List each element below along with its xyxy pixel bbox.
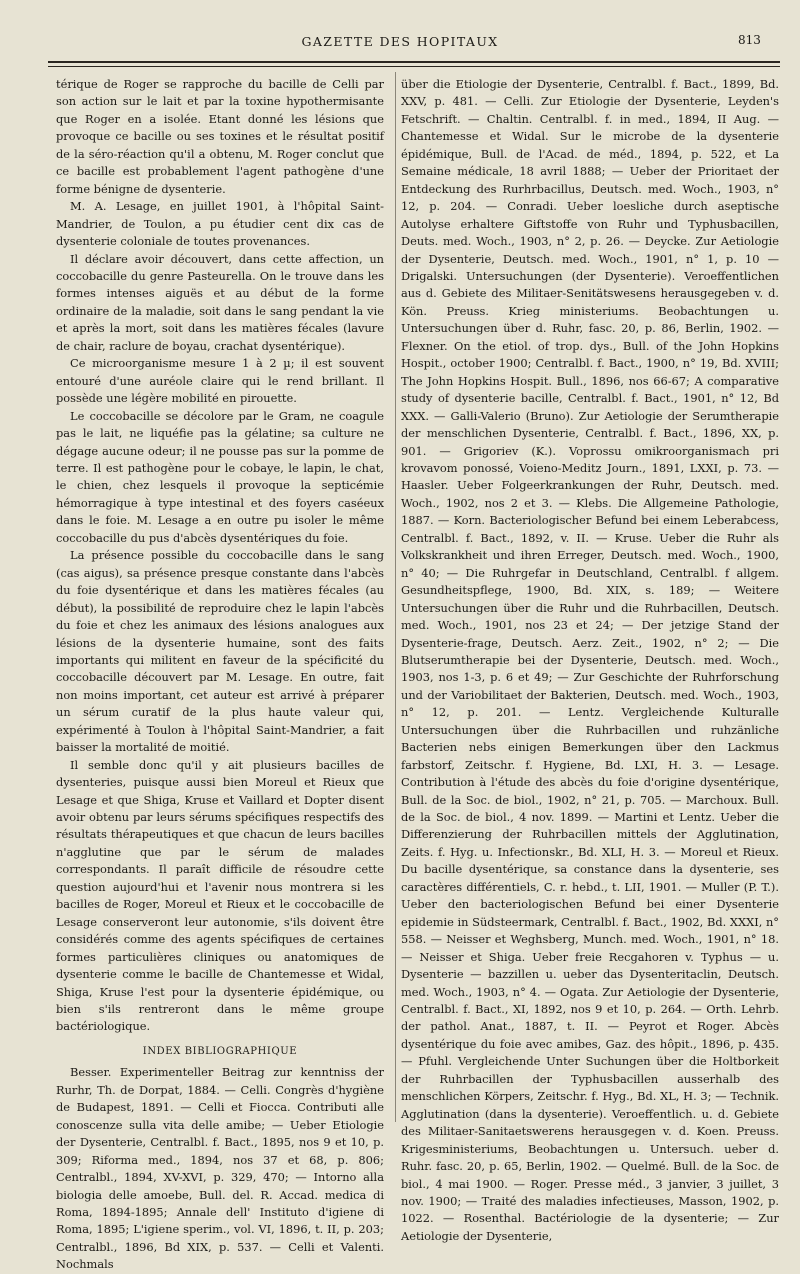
bibliography-start: Besser. Experimenteller Beitrag zur kenntniss der Rurhr, Th. de Dorpat, 1884. — Celli. Congrès d'hygiène de Budapest, 1891. — Celli et Fiocca. Contributi alle conoscenze sulla vita delle amibe; — Ueber Etiologie der Dysenterie, Centralbl. f. Bact., 1895, nos 9 et 10, p. 309; Riforma med., 1894, nos 37 et 68, p. 806; Centralbl., 1894, XV-XVI, p. 329, 470; — Intorno alla biologia delle amoebe, Bull. del. R. Accad. medica di Roma, 1894-1895; Annale dell' Instituto d'igiene di Roma, 1895; L'igiene sperim., vol. VI, 1896, t. II, p. 203; Centralbl., 1896, Bd XIX, p. 537. — Celli et Valenti. Nochmals — [56, 1065, 384, 1272]
header-rule-thick — [48, 61, 780, 63]
paragraph: térique de Roger se rapproche du bacille de Celli par son action sur le lait et par la toxine hypothermisante que Roger en a isolée. Etant donné les lésions que provoque ce bacille ou ses toxines et le résultat positif de la séro-réaction qu'il a obtenu, M. Roger conclut que ce bacille est probablement l'agent pathogène d'une forme bénigne de dysenterie. — [56, 77, 384, 196]
paragraph: M. A. Lesage, en juillet 1901, à l'hôpital Saint-Mandrier, de Toulon, a pu étudier cent dix cas de dysenterie coloniale de toutes provenances. — [56, 199, 384, 249]
paragraph: Il déclare avoir découvert, dans cette affection, un coccobacille du genre Pasteurella. On le trouve dans les formes intenses aiguës et au début de la forme ordinaire de la maladie, soit dans le sang pendant la vie et après la mort, soit dans les matières fécales (lavure de chair, raclure de boyau, crachat dysentérique). — [56, 251, 384, 353]
right-column — [401, 76, 779, 1243]
header-rule-thin — [48, 66, 780, 67]
paragraph: Le coccobacille se décolore par le Gram, ne coagule pas le lait, ne liquéfie pas la gélatine; sa culture ne dégage aucune odeur; il ne pousse pas sur la pomme de terre. Il est pathogène pour le cobaye, le lapin, le chat, le chien, chez lesquels il provoque la septicémie hémorragique à type intestinal et des foyers caséeux dans le foie. M. Lesage a en outre pu isoler le même coccobacille du pus d'abcès dysentériques du foie. — [56, 408, 384, 545]
left-column — [56, 76, 384, 1272]
column-divider — [395, 72, 396, 1122]
running-header: GAZETTE DES HOPITAUX — [301, 34, 499, 49]
index-heading: INDEX BIBLIOGRAPHIQUE — [142, 1045, 298, 1057]
bibliography-continued: über die Etiologie der Dysenterie, Centralbl. f. Bact., 1899, Bd. XXV, p. 481. — Celli. Zur Etiologie der Dysenterie, Leyden's Fetschrift. — Chaltin. Centralbl. f. in med., 1894, II Aug. — Chantemesse et Widal. Sur le microbe de la dysenterie épidémique, Bull. de l'Acad. de méd., 1894, p. 522, et La Semaine médicale, 18 avril 1888; — Ueber der Prioritaet der Entdeckung des Rurhrbacillus, Deutsch. med. Woch., 1903, n° 12, p. 204. — Conradi. Ueber loesliche durch aseptische Autolyse erhaltere Giftstoffe von Ruhr und Typhusbacillen, Deuts. med. Woch., 1903, n° 2, p. 26. — Deycke. Zur Aetiologie der Dysenterie, Deutsch. med. Woch., 1901, n° 1, p. 10 — Drigalski. Untersuchungen (der Dysenterie). Veroeffentlichen aus d. Gebiete des Militaer-Senitätswesens herausgegeben v. d. Kön. Preuss. Krieg ministeriums. Beobachtungen u. Untersuchungen über d. Ruhr, fasc. 20, p. 86, Berlin, 1902. — Flexner. On the etiol. of trop. dys., Bull. of the John Hopkins Hospit., october 1900; Centralbl. f. Bact., 1900, n° 19, Bd. XVIII; The John Hopkins Hospit. Bull., 1896, nos 66-67; A comparative study of dysenterie bacille, Centralbl. f. Bact., 1901, n° 12, Bd XXX. — Galli-Valerio (Bruno). Zur Aetiologie der Serumtherapie der menschlichen Dysenterie, Centralbl. f. Bact., 1896, XX, p. 901. — Grigoriev (K.). Voprossu omikroorganismach pri krovavom ponossé, Voieno-Meditz Journ., 1891, LXXI, p. 73. — Haasler. Ueber Folgeerkrankungen der Ruhr, Deutsch. med. Woch., 1902, nos 2 et 3. — Klebs. Die Allgemeine Pathologie, 1887. — Korn. Bacteriologischer Befund bei einem Leberabcess, Centralbl. f. Bact., 1892, v. II. — Kruse. Ueber die Ruhr als Volkskrankheit und ihren Erreger, Deutsch. med. Woch., 1900, n° 40; — Die Ruhrgefar in Deutschland, Centralbl. f allgem. Gesundheitspflege, 1900, Bd. XIX, s. 189; — Weitere Untersuchungen über die Ruhr und die Ruhrbacillen, Deutsch. med. Woch., 1901, nos 23 et 24; — Der jetzige Stand der Dysenterie-frage, Deutsch. Aerz. Zeit., 1902, n° 2; — Die Blutserumtherapie bei der Dysenterie, Deutsch. med. Woch., 1903, nos 1-3, p. 6 et 49; — Zur Geschichte der Ruhrforschung und der Variobilitaet der Bakterien, Deutsch. med. Woch., 1903, n° 12, p. 201. — Lentz. Vergleichende Kulturalle Untersuchungen über die Ruhrbacillen und ruhzänliche Bacterien nebs einigen Bemerkungen über den Lackmus farbstorf, Zeitschr. f. Hygiene, Bd. LXI, H. 3. — Lesage. Contribution à l'étude des abcès du foie d'origine dysentérique, Bull. de la Soc. de biol., 1902, n° 21, p. 705. — Marchoux. Bull. de la Soc. de biol., 4 nov. 1899. — Martini et Lentz. Ueber die Differenzierung der Ruhrbacillen mittels der Agglutination, Zeits. f. Hyg. u. Infectionskr., Bd. XLI, H. 3. — Moreul et Rieux. Du bacille dysentérique, sa constance dans la dysenterie, ses caractères différentiels, C. r. hebd., t. LII, 1901. — Muller (P. T.). Ueber den bacteriologischen Befund bei einer Dysenterie epidemie in Südsteermark, Centralbl. f. Bact., 1902, Bd. XXXI, n° 558. — Neisser et Weghsberg, Munch. med. Woch., 1901, n° 18. — Neisser et Shiga. Ueber freie Recgahoren v. Typhus — u. Dysenterie — bazzillen u. ueber das Dysenteritaclin, Deutsch. med. Woch., 1903, n° 4. — Ogata. Zur Aetiologie der Dysenterie, Centralbl. f. Bact., XI, 1892, nos 9 et 10, p. 264. — Orth. Lehrb. der pathol. Anat., 1887, t. II. — Peyrot et Roger. Abcès dysentérique du foie avec amibes, Gaz. des hôpit., 1896, p. 435. — Pfuhl. Vergleichende Unter Suchungen über die Holtborkeit der Ruhrbacillen der Typhusbacillen ausserhalb des menschlichen Körpers, Zeitschr. f. Hyg., Bd. XL, H. 3; — Technik. Agglutination (dans la dysenterie). Veroeffentlich. u. d. Gebiete des Militaer-Sanitaetswerens herausgegen v. d. Koen. Preuss. Krigesministeriums, Beobachtungen u. Untersuch. ueber d. Ruhr. fasc. 20, p. 65, Berlin, 1902. — Quelmé. Bull. de la Soc. de biol., 4 mai 1900. — Roger. Presse méd., 3 janvier, 3 juillet, 3 nov. 1900; — Traité des maladies infectieuses, Masson, 1902, p. 1022. — Rosenthal. Bactériologie de la dysenterie; — Zur Aetiologie der Dysenterie, — [401, 77, 779, 1243]
paragraph: Il semble donc qu'il y ait plusieurs bacilles de dysenteries, puisque aussi bien Moreul et Rieux que Lesage et que Shiga, Kruse et Vaillard et Dopter disent avoir obtenu par leurs sérums spécifiques respectifs des résultats thérapeutiques et que chacun de leurs bacilles n'agglutine que par le sérum de malades correspondants. Il paraît difficile de résoudre cette question aujourd'hui et l'avenir nous montrera si les bacilles de Roger, Moreul et Rieux et le coccobacille de Lesage conserveront leur autonomie, s'ils doivent être considérés comme des agents spécifiques de certaines formes particulières cliniques ou anatomiques de dysenterie comme le bacille de Chantemesse et Widal, Shiga, Kruse l'est pour la dysenterie épidémique, ou bien s'ils rentreront dans le même groupe bactériologique. — [56, 757, 384, 1034]
paragraph: Ce microorganisme mesure 1 à 2 µ; il est souvent entouré d'une auréole claire qui le rend brillant. Il possède une légère mobilité en pirouette. — [56, 356, 384, 406]
page-number: 813 — [738, 33, 761, 47]
paragraph: La présence possible du coccobacille dans le sang (cas aigus), sa présence presque constante dans l'abcès du foie dysentérique et dans les matières fécales (au début), la possibilité de reproduire chez le lapin l'abcès du foie et chez les animaux des lésions analogues aux lésions de la dysenterie humaine, sont des faits importants qui militent en faveur de la spécificité du coccobacille découvert par M. Lesage. En outre, fait non moins important, cet auteur est arrivé à préparer un sérum curatif de la plus haute valeur qui, expérimenté à Toulon à l'hôpital Saint-Mandrier, a fait baisser la mortalité de moitié. — [56, 548, 384, 755]
